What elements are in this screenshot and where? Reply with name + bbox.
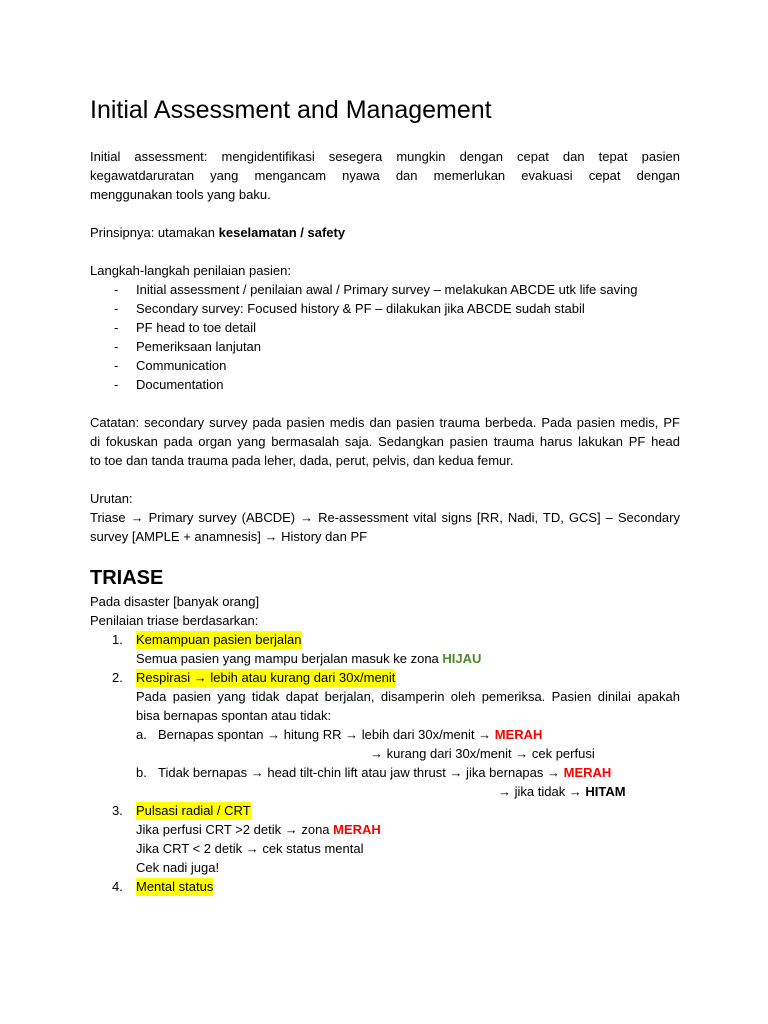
item-title-highlight: Respirasi → lebih atau kurang dari 30x/menit <box>136 670 396 685</box>
principle-prefix: Prinsipnya: utamakan <box>90 225 219 240</box>
zone-green: HIJAU <box>442 651 482 666</box>
section-heading-triase: TRIASE <box>90 567 164 589</box>
item-text: Jika CRT < 2 detik → cek status mental <box>136 841 364 856</box>
item-title-highlight: Mental status <box>136 879 214 894</box>
list-item-text: Pemeriksaan lanjutan <box>136 339 262 354</box>
list-item-text: Secondary survey: Focused history & PF – dilakukan jika ABCDE sudah stabil <box>136 301 585 316</box>
bullet-dash: - <box>114 358 119 373</box>
list-item-text: PF head to toe detail <box>136 320 256 335</box>
bullet-dash: - <box>114 301 119 316</box>
list-item-text: Communication <box>136 358 227 373</box>
principle-line <box>90 224 680 242</box>
sub-text: Bernapas spontan → hitung RR → lebih dari 30x/menit → <box>158 727 495 742</box>
item-number: 1. <box>112 632 123 647</box>
item-number: 3. <box>112 803 123 818</box>
note-line-2: di fokuskan pada organ yang bermasalah saja. Sedangkan pasien trauma harus lakukan PF head <box>90 434 680 449</box>
item-text: Pada pasien yang tidak dapat berjalan, disamperin oleh pemeriksa. Pasien dinilai apakah <box>136 689 680 704</box>
sub-text: → jika tidak → <box>498 784 586 799</box>
note-line-3: to toe dan tanda trauma pada leher, dada, perut, pelvis, dan kedua femur. <box>90 453 514 468</box>
principle-emphasis: keselamatan / safety <box>218 225 346 240</box>
order-heading: Urutan: <box>90 491 133 506</box>
sub-label: a. <box>136 727 147 742</box>
note-line-1: Catatan: secondary survey pada pasien medis dan pasien trauma berbeda. Pada pasien medis, PF <box>90 415 680 430</box>
sub-text: Tidak bernapas → head tilt-chin lift atau jaw thrust → jika bernapas → <box>158 765 564 780</box>
intro-line-2: kegawatdaruratan yang mengancam nyawa dan memerlukan evakuasi cepat dengan <box>90 168 680 183</box>
item-text: bisa bernapas spontan atau tidak: <box>136 708 332 723</box>
item-text: Cek nadi juga! <box>136 860 220 875</box>
zone-red: MERAH <box>333 822 381 837</box>
intro-line-3: menggunakan tools yang baku. <box>90 187 271 202</box>
item-text: Semua pasien yang mampu berjalan masuk ke zona <box>136 651 443 666</box>
order-line-2: survey [AMPLE + anamnesis] → History dan PF <box>90 529 368 544</box>
sub-text: → kurang dari 30x/menit → cek perfusi <box>370 746 595 761</box>
item-title-highlight: Kemampuan pasien berjalan <box>136 632 302 647</box>
item-text: Jika perfusi CRT >2 detik → zona <box>136 822 334 837</box>
triase-line-1: Pada disaster [banyak orang] <box>90 594 260 609</box>
sub-label: b. <box>136 765 147 780</box>
page-title: Initial Assessment and Management <box>90 96 492 124</box>
bullet-dash: - <box>114 377 119 392</box>
intro-line-1: Initial assessment: mengidentifikasi sesegera mungkin dengan cepat dan tepat pasien <box>90 149 680 164</box>
list-item-text: Initial assessment / penilaian awal / Primary survey – melakukan ABCDE utk life saving <box>136 282 638 297</box>
item-number: 2. <box>112 670 123 685</box>
steps-heading: Langkah-langkah penilaian pasien: <box>90 263 291 278</box>
bullet-dash: - <box>114 320 119 335</box>
triase-line-2: Penilaian triase berdasarkan: <box>90 613 259 628</box>
item-number: 4. <box>112 879 123 894</box>
zone-red: MERAH <box>494 727 543 742</box>
item-title-highlight: Pulsasi radial / CRT <box>136 803 251 818</box>
zone-red: MERAH <box>563 765 612 780</box>
bullet-dash: - <box>114 282 119 297</box>
bullet-dash: - <box>114 339 119 354</box>
list-item-text: Documentation <box>136 377 224 392</box>
order-line-1: Triase → Primary survey (ABCDE) → Re-assessment vital signs [RR, Nadi, TD, GCS] – Secondary <box>90 510 680 525</box>
zone-black: HITAM <box>585 784 626 799</box>
